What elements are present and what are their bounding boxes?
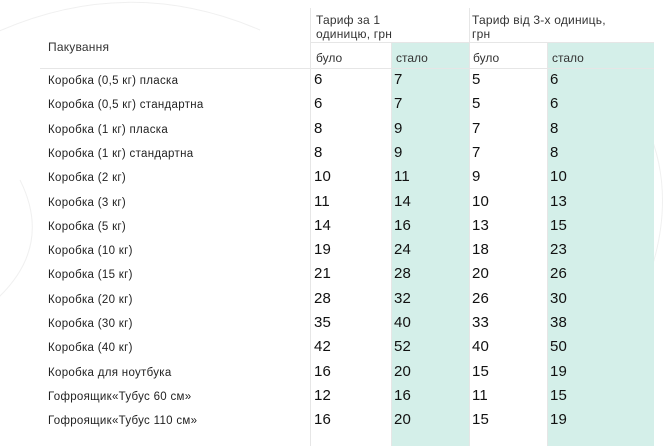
table-row bbox=[0, 143, 670, 167]
tariff1-was-value: 11 bbox=[314, 192, 330, 210]
tariff3-now-value: 8 bbox=[550, 143, 559, 161]
tariff3-now-value: 15 bbox=[550, 386, 568, 404]
tariff3-was-value: 15 bbox=[472, 362, 490, 380]
header-divider bbox=[310, 42, 654, 43]
table-row bbox=[0, 313, 670, 337]
table-row bbox=[0, 70, 670, 94]
tariff3-was-value: 7 bbox=[472, 119, 481, 137]
tariff3-was-value: 9 bbox=[472, 168, 481, 186]
tariff1-now-value: 7 bbox=[394, 95, 403, 113]
tariff1-now-value: 40 bbox=[394, 314, 412, 331]
tariff1-now-value: 9 bbox=[394, 119, 403, 137]
table-row bbox=[0, 94, 670, 118]
packaging-header: Пакування bbox=[48, 40, 110, 54]
table-row bbox=[0, 289, 670, 313]
package-name: Коробка (5 кг) bbox=[48, 220, 127, 233]
tariff3-now-value: 6 bbox=[550, 71, 559, 88]
tariff1-was-value: 35 bbox=[314, 314, 332, 331]
tariff3-was-value: 20 bbox=[472, 265, 490, 283]
tariff1-was-value: 28 bbox=[314, 289, 332, 307]
tariff1-was-value: 19 bbox=[314, 241, 332, 259]
tariff3-was-value: 10 bbox=[472, 192, 490, 210]
table-row bbox=[0, 240, 670, 264]
tariff1-now-value: 9 bbox=[394, 143, 403, 161]
tariff3-was-value: 26 bbox=[472, 289, 490, 307]
tariff1-now-value: 16 bbox=[394, 216, 412, 234]
tariff1-now-value: 14 bbox=[394, 192, 412, 210]
package-name: Коробка (15 кг) bbox=[48, 269, 133, 282]
table-row bbox=[0, 386, 670, 410]
tariff3-was-value: 7 bbox=[472, 143, 481, 161]
package-name: Коробка (10 кг) bbox=[48, 245, 133, 258]
tariff1-was-value: 21 bbox=[314, 265, 332, 283]
tariff1-now-value: 24 bbox=[394, 241, 412, 259]
tariff3-was-header: було bbox=[473, 51, 500, 65]
package-name: Коробка (40 кг) bbox=[48, 342, 133, 355]
tariff1-now-value: 7 bbox=[394, 71, 403, 88]
table-row bbox=[0, 216, 670, 240]
tariff3-was-value: 13 bbox=[472, 216, 490, 234]
package-name: Коробка (0,5 кг) стандартна bbox=[48, 99, 204, 112]
package-name: Гофроящик«Тубус 110 см» bbox=[48, 415, 198, 428]
package-name: Коробка (20 кг) bbox=[48, 293, 133, 306]
tariff1-was-value: 8 bbox=[314, 143, 323, 161]
tariff1-now-value: 20 bbox=[394, 362, 412, 380]
tariff1-now-value: 11 bbox=[394, 168, 410, 186]
package-name: Коробка (2 кг) bbox=[48, 172, 127, 185]
tariff1-was-value: 6 bbox=[314, 95, 323, 113]
package-name: Коробка (3 кг) bbox=[48, 196, 127, 209]
tariff3-now-value: 15 bbox=[550, 216, 568, 234]
table-row bbox=[0, 362, 670, 386]
tariff1-was-value: 10 bbox=[314, 168, 332, 186]
tariff1-was-value: 8 bbox=[314, 119, 323, 137]
tariff1-was-value: 6 bbox=[314, 71, 323, 88]
tariff1-was-header: було bbox=[316, 51, 343, 65]
table-row bbox=[0, 337, 670, 361]
tariff3-now-header: стало bbox=[552, 51, 584, 65]
tariff1-was-value: 12 bbox=[314, 386, 332, 404]
tariff3-now-value: 13 bbox=[550, 192, 568, 210]
package-name: Коробка (0,5 кг) пласка bbox=[48, 75, 179, 87]
tariff1-was-value: 42 bbox=[314, 338, 332, 356]
table-row bbox=[0, 410, 670, 434]
tariff1-now-value: 32 bbox=[394, 289, 412, 307]
tariff3-now-value: 6 bbox=[550, 95, 559, 113]
tariff1-was-value: 16 bbox=[314, 362, 332, 380]
table-row bbox=[0, 192, 670, 216]
tariff3-now-value: 23 bbox=[550, 241, 568, 259]
tariff1-was-value: 16 bbox=[314, 411, 332, 429]
package-name: Коробка (1 кг) стандартна bbox=[48, 147, 194, 160]
tariff1-now-header: стало bbox=[396, 51, 428, 65]
tariff3-now-value: 19 bbox=[550, 362, 568, 380]
table-row bbox=[0, 119, 670, 143]
tariff3-now-value: 19 bbox=[550, 411, 568, 429]
tariff3-now-value: 50 bbox=[550, 338, 568, 356]
package-name: Гофроящик«Тубус 60 см» bbox=[48, 390, 192, 403]
tariff3-now-value: 10 bbox=[550, 168, 568, 186]
tariff-single-header: Тариф за 1 одиницю, грн bbox=[316, 13, 393, 41]
tariff3-was-value: 15 bbox=[472, 411, 490, 429]
tariff3-was-value: 18 bbox=[472, 241, 490, 259]
tariff1-now-value: 52 bbox=[394, 338, 412, 356]
header-divider bbox=[40, 68, 654, 69]
tariff3-now-value: 38 bbox=[550, 314, 568, 331]
tariff1-now-value: 28 bbox=[394, 265, 412, 283]
tariff-bulk-header: Тариф від 3-х одиниць, грн bbox=[472, 13, 606, 41]
tariff3-was-value: 5 bbox=[472, 71, 481, 88]
package-name: Коробка для ноутбука bbox=[48, 366, 172, 379]
tariff3-now-value: 30 bbox=[550, 289, 568, 307]
tariff1-now-value: 16 bbox=[394, 386, 412, 404]
tariff3-was-value: 40 bbox=[472, 338, 490, 356]
tariff1-now-value: 20 bbox=[394, 411, 412, 429]
tariff3-was-value: 33 bbox=[472, 314, 490, 331]
tariff1-was-value: 14 bbox=[314, 216, 332, 234]
tariff3-now-value: 26 bbox=[550, 265, 568, 283]
tariff3-was-value: 5 bbox=[472, 95, 481, 113]
package-name: Коробка (1 кг) пласка bbox=[48, 123, 169, 136]
table-row bbox=[0, 167, 670, 191]
package-name: Коробка (30 кг) bbox=[48, 318, 133, 330]
tariff3-now-value: 8 bbox=[550, 119, 559, 137]
table-row bbox=[0, 264, 670, 288]
tariff3-was-value: 11 bbox=[472, 386, 488, 404]
